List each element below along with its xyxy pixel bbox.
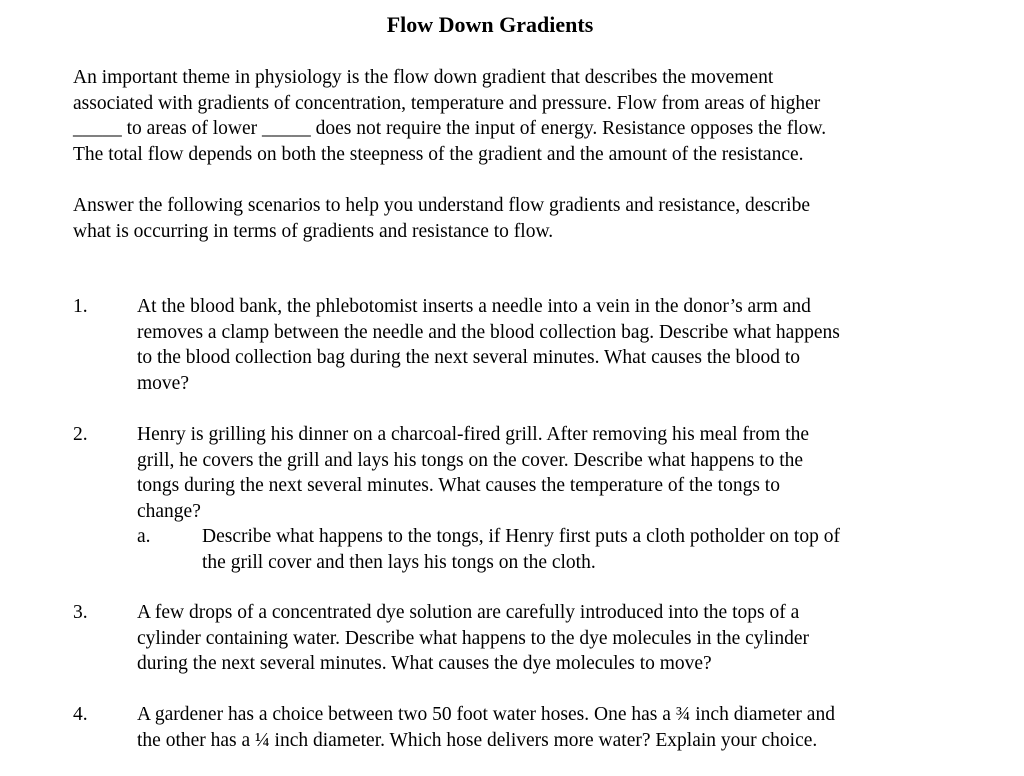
question-line: the other has a ¼ inch diameter. Which hose delivers more water? Explain your choice. xyxy=(137,729,818,751)
question-4-text xyxy=(137,702,835,753)
intro-line: An important theme in physiology is the flow down gradient that describes the movement xyxy=(73,67,774,88)
question-2-text xyxy=(137,422,809,524)
question-line: A few drops of a concentrated dye solution are carefully introduced into the tops of a xyxy=(137,602,800,623)
intro-paragraph xyxy=(73,65,826,167)
question-line: move? xyxy=(137,372,189,394)
question-line: change? xyxy=(137,500,201,522)
question-1-text xyxy=(137,294,840,396)
question-line: grill, he covers the grill and lays his tongs on the cover. Describe what happens to the xyxy=(137,449,804,471)
question-line: to the blood collection bag during the next several minutes. What causes the blood to xyxy=(137,347,801,368)
question-line: At the blood bank, the phlebotomist inserts a needle into a vein in the donor’s arm and xyxy=(137,296,811,317)
question-line: tongs during the next several minutes. What causes the temperature of the tongs to xyxy=(137,475,780,496)
instructions-line: what is occurring in terms of gradients and resistance to flow. xyxy=(73,220,554,242)
question-line: A gardener has a choice between two 50 foot water hoses. One has a ¾ inch diameter and xyxy=(137,704,835,725)
instructions-paragraph xyxy=(73,193,810,244)
instructions-line: Answer the following scenarios to help you understand flow gradients and resistance, describe xyxy=(73,195,811,216)
question-number: 3. xyxy=(73,602,88,623)
question-number: 1. xyxy=(73,296,88,317)
intro-line: The total flow depends on both the steepness of the gradient and the amount of the resistance. xyxy=(73,143,804,165)
question-3-text xyxy=(137,600,809,677)
question-line: Henry is grilling his dinner on a charcoal-fired grill. After removing his meal from the xyxy=(137,424,810,445)
intro-line: associated with gradients of concentration, temperature and pressure. Flow from areas of higher xyxy=(73,92,821,114)
sub-question-a-text xyxy=(202,524,840,575)
intro-line-with-blanks: _____ to areas of lower _____ does not require the input of energy. Resistance opposes the flow. xyxy=(73,118,827,139)
question-number: 2. xyxy=(73,424,88,445)
sub-question-letter: a. xyxy=(137,526,151,547)
question-line: cylinder containing water. Describe what happens to the dye molecules in the cylinder xyxy=(137,627,809,649)
question-number: 4. xyxy=(73,704,88,725)
page-title: Flow Down Gradients xyxy=(386,12,594,37)
question-line: removes a clamp between the needle and the blood collection bag. Describe what happens xyxy=(137,321,840,343)
question-line: during the next several minutes. What causes the dye molecules to move? xyxy=(137,653,712,674)
sub-question-line: Describe what happens to the tongs, if Henry first puts a cloth potholder on top of xyxy=(202,526,840,547)
sub-question-line: the grill cover and then lays his tongs on the cloth. xyxy=(202,551,596,573)
